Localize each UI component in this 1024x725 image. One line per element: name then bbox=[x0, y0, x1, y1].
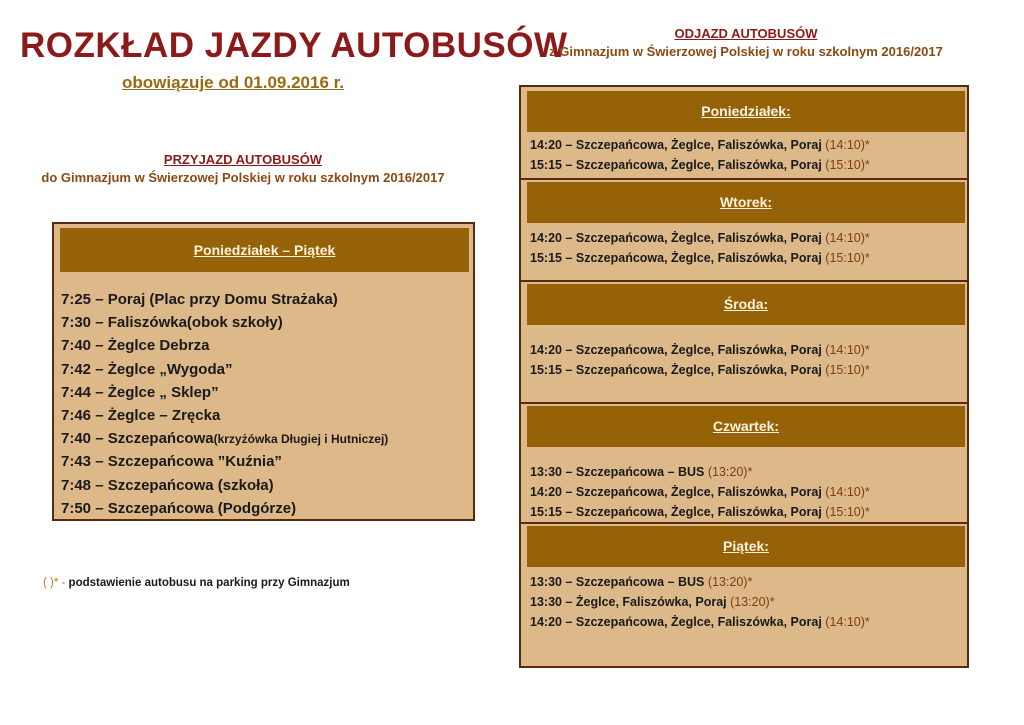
footnote-text: podstawienie autobusu na parking przy Gimnazjum bbox=[65, 577, 350, 589]
arrival-subheading: do Gimnazjum w Świerzowej Polskiej w roku szkolnym 2016/2017 bbox=[41, 170, 445, 185]
arrival-stop-item bbox=[61, 288, 388, 311]
arrival-stop-place: Żeglce „ Sklep” bbox=[107, 383, 219, 401]
departure-day-bar bbox=[527, 182, 965, 223]
arrival-stop-dash: – bbox=[91, 406, 108, 424]
arrival-heading-block bbox=[10, 152, 476, 185]
arrival-stop-item bbox=[61, 404, 388, 427]
departure-line-ref: (14:10)* bbox=[825, 485, 870, 499]
departure-line-ref: (15:10)* bbox=[825, 158, 870, 172]
departure-line-text: 15:15 – Szczepańcowa, Żeglce, Faliszówka, Poraj bbox=[530, 363, 822, 377]
section-divider bbox=[521, 522, 967, 524]
arrival-stop-dash: – bbox=[91, 476, 108, 494]
arrival-stop-dash: – bbox=[91, 314, 108, 332]
section-divider bbox=[521, 178, 967, 180]
arrival-stop-place: Żeglce „Wygoda” bbox=[107, 360, 233, 378]
departure-line bbox=[530, 340, 870, 360]
departure-line-text: 14:20 – Szczepańcowa, Żeglce, Faliszówka, Poraj bbox=[530, 231, 822, 245]
arrival-stop-time: 7:42 bbox=[61, 360, 92, 378]
arrival-stop-item bbox=[61, 358, 388, 381]
departure-line-ref: (14:10)* bbox=[825, 231, 870, 245]
departure-line-text: 13:30 – Szczepańcowa – BUS bbox=[530, 465, 708, 479]
departure-line bbox=[530, 612, 870, 632]
departure-line-text: 13:30 – Szczepańcowa – BUS bbox=[530, 575, 708, 589]
arrival-stop-time: 7:50 bbox=[61, 499, 92, 517]
departure-timetable-box bbox=[519, 85, 969, 668]
departure-line-text: 14:20 – Szczepańcowa, Żeglce, Faliszówka, Poraj bbox=[530, 615, 822, 629]
departure-line-text: 15:15 – Szczepańcowa, Żeglce, Faliszówka, Poraj bbox=[530, 505, 822, 519]
arrival-timetable-box bbox=[52, 222, 475, 521]
departure-line bbox=[530, 482, 870, 502]
departure-line bbox=[530, 572, 870, 592]
arrival-heading: PRZYJAZD AUTOBUSÓW bbox=[163, 152, 323, 167]
departure-heading: ODJAZD AUTOBUSÓW bbox=[674, 26, 818, 41]
departure-line bbox=[530, 155, 870, 175]
arrival-stop-item bbox=[61, 381, 388, 404]
departure-day-bar bbox=[527, 284, 965, 325]
arrival-stop-dash: – bbox=[91, 499, 108, 517]
arrival-stop-place: Żeglce Debrza bbox=[107, 337, 210, 355]
arrival-stop-dash: – bbox=[91, 337, 108, 355]
departure-heading-block bbox=[524, 26, 968, 59]
arrival-stop-place: Szczepańcowa ”Kuźnia” bbox=[107, 453, 282, 471]
arrival-stop-time: 7:40 bbox=[61, 337, 92, 355]
departure-line-text: 14:20 – Szczepańcowa, Żeglce, Faliszówka, Poraj bbox=[530, 485, 822, 499]
departure-line bbox=[530, 248, 870, 268]
arrival-stop-item bbox=[61, 311, 388, 334]
arrival-stop-time: 7:25 bbox=[61, 291, 92, 308]
departure-subheading: z Gimnazjum w Świerzowej Polskiej w roku szkolnym 2016/2017 bbox=[549, 44, 943, 59]
departure-day-label: Środa: bbox=[723, 296, 769, 312]
departure-line-list bbox=[530, 462, 870, 522]
arrival-stop-place: Żeglce – Zręcka bbox=[107, 406, 221, 424]
departure-line bbox=[530, 462, 870, 482]
section-divider bbox=[521, 402, 967, 404]
departure-day-label: Piątek: bbox=[723, 538, 769, 554]
departure-line-list bbox=[530, 340, 870, 380]
arrival-stop-dash: – bbox=[91, 453, 108, 471]
departure-line-ref: (14:10)* bbox=[825, 615, 870, 629]
departure-line-list bbox=[530, 572, 870, 632]
arrival-stop-item bbox=[61, 427, 388, 450]
arrival-stop-dash: – bbox=[91, 291, 108, 308]
departure-day-bar bbox=[527, 91, 965, 132]
footnote-mark: ( )* - bbox=[43, 577, 66, 589]
departure-line bbox=[530, 360, 870, 380]
arrival-stop-time: 7:30 bbox=[61, 314, 92, 332]
departure-day-bar bbox=[527, 526, 965, 567]
departure-day-label: Czwartek: bbox=[712, 418, 780, 434]
section-divider bbox=[521, 280, 967, 282]
departure-line-ref: (13:20)* bbox=[730, 595, 775, 609]
departure-line-ref: (15:10)* bbox=[825, 363, 870, 377]
arrival-stop-place: Poraj (Plac przy Domu Strażaka) bbox=[107, 291, 338, 308]
valid-from-date: obowiązuje od 01.09.2016 r. bbox=[122, 73, 345, 92]
arrival-stop-note: (krzyżówka Długiej i Hutniczej) bbox=[213, 432, 389, 447]
departure-line-text: 15:15 – Szczepańcowa, Żeglce, Faliszówka, Poraj bbox=[530, 251, 822, 265]
arrival-stop-time: 7:46 bbox=[61, 406, 92, 424]
footnote bbox=[43, 577, 350, 589]
departure-line-text: 13:30 – Żeglce, Faliszówka, Poraj bbox=[530, 595, 727, 609]
arrival-day-bar bbox=[60, 228, 469, 272]
arrival-stop-time: 7:44 bbox=[61, 383, 92, 401]
departure-line bbox=[530, 135, 870, 155]
arrival-stop-place: Szczepańcowa bbox=[107, 430, 214, 448]
departure-line bbox=[530, 502, 870, 522]
departure-day-label: Poniedziałek: bbox=[701, 103, 791, 119]
page-title: ROZKŁAD JAZDY AUTOBUSÓW bbox=[20, 26, 568, 65]
departure-line-ref: (15:10)* bbox=[825, 251, 870, 265]
arrival-stop-dash: – bbox=[91, 360, 108, 378]
arrival-stop-place: Szczepańcowa (szkoła) bbox=[107, 476, 274, 494]
departure-line-text: 14:20 – Szczepańcowa, Żeglce, Faliszówka, Poraj bbox=[530, 343, 822, 357]
departure-line-ref: (14:10)* bbox=[825, 138, 870, 152]
departure-day-label: Wtorek: bbox=[719, 194, 773, 210]
arrival-stop-dash: – bbox=[91, 383, 108, 401]
arrival-stop-time: 7:48 bbox=[61, 476, 92, 494]
arrival-stop-item bbox=[61, 474, 388, 497]
arrival-day-label: Poniedziałek – Piątek bbox=[193, 242, 336, 258]
arrival-stop-time: 7:43 bbox=[61, 453, 92, 471]
departure-day-bar bbox=[527, 406, 965, 447]
departure-line-ref: (15:10)* bbox=[825, 505, 870, 519]
arrival-stop-list bbox=[61, 288, 388, 520]
departure-line-text: 14:20 – Szczepańcowa, Żeglce, Faliszówka, Poraj bbox=[530, 138, 822, 152]
departure-line bbox=[530, 228, 870, 248]
arrival-stop-item bbox=[61, 497, 388, 520]
departure-line-ref: (14:10)* bbox=[825, 343, 870, 357]
departure-line-list bbox=[530, 135, 870, 175]
arrival-stop-place: Faliszówka(obok szkoły) bbox=[107, 314, 283, 332]
departure-line-ref: (13:20)* bbox=[707, 575, 753, 589]
arrival-stop-item bbox=[61, 334, 388, 357]
departure-line-list bbox=[530, 228, 870, 268]
arrival-stop-dash: – bbox=[91, 430, 108, 448]
departure-line-text: 15:15 – Szczepańcowa, Żeglce, Faliszówka, Poraj bbox=[530, 158, 822, 172]
arrival-stop-place: Szczepańcowa (Podgórze) bbox=[107, 499, 297, 517]
departure-line-ref: (13:20)* bbox=[707, 465, 753, 479]
arrival-stop-item bbox=[61, 450, 388, 473]
departure-line bbox=[530, 592, 870, 612]
arrival-stop-time: 7:40 bbox=[61, 430, 92, 448]
